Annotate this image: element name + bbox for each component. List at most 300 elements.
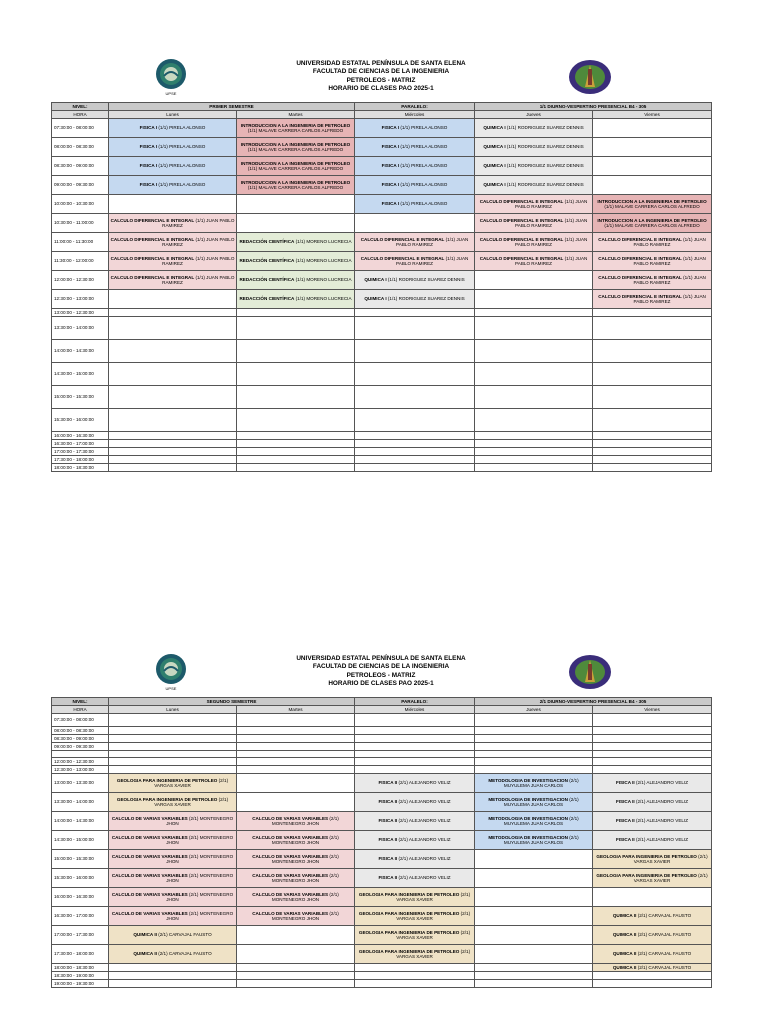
- course-detail: (1/1) RODRIGUEZ SUAREZ DENNIS: [505, 144, 584, 150]
- course-detail: (2/1) ALEJANDRO VELIZ: [634, 780, 689, 786]
- course-detail: (2/1) ALEJANDRO VELIZ: [397, 856, 451, 862]
- time-slot: 13:00:00 - 13:30:00: [52, 774, 109, 793]
- course-detail: (2/1) ALEJANDRO VELIZ: [397, 837, 451, 843]
- time-slot: 12:00:00 - 12:30:00: [52, 271, 109, 290]
- time-slot: 17:30:00 - 18:00:00: [52, 456, 109, 464]
- class-cell: [475, 340, 593, 363]
- program-name: PETROLEOS - MATRIZ: [346, 671, 416, 679]
- class-cell: [355, 758, 475, 766]
- logo-caption: UPSE: [165, 686, 177, 691]
- course-name: GEOLOGIA PARA INGENIERIA DE PETROLEO: [358, 891, 460, 897]
- course-detail: (2/1) ALEJANDRO VELIZ: [397, 875, 451, 881]
- class-cell: [593, 271, 712, 290]
- class-cell: [109, 309, 237, 317]
- class-cell: [237, 233, 355, 252]
- day-header: Miércoles: [355, 706, 475, 714]
- course-detail: (2/1) CARVAJAL FAUSTO: [636, 951, 692, 957]
- course-name: CALCULO DIFERENCIAL E INTEGRAL: [110, 274, 195, 280]
- time-slot: 07:30:00 - 08:00:00: [52, 714, 109, 727]
- class-cell: [355, 812, 475, 831]
- class-cell: [237, 964, 355, 972]
- course-name: CALCULO DE VARIAS VARIABLES: [111, 910, 188, 916]
- class-cell: [475, 432, 593, 440]
- course-detail: (2/1) MONTENEGRO JHON: [271, 891, 339, 902]
- schedule-row: [52, 252, 712, 271]
- title-row: [52, 103, 712, 111]
- course-detail: (1/1) MALAVE CARRERA CARLOS ALFREDO: [604, 223, 700, 228]
- course-detail: (1/1) JUAN PABLO RAMIREZ: [396, 255, 469, 266]
- course-name: METODOLOGIA DE INVESTIGACION: [488, 815, 568, 821]
- course-name: FISICA II: [378, 856, 398, 862]
- level-label: NIVEL:: [52, 698, 109, 706]
- time-slot: 13:00:00 - 12:30:00: [52, 309, 109, 317]
- time-slot: 18:30:00 - 19:00:00: [52, 972, 109, 980]
- class-cell: [475, 831, 593, 850]
- class-cell: [237, 157, 355, 176]
- course-name: CALCULO DE VARIAS VARIABLES: [252, 872, 329, 878]
- class-cell: [593, 766, 712, 774]
- class-cell: [109, 945, 237, 964]
- course-detail: (1/1) JUAN PABLO RAMIREZ: [633, 236, 706, 247]
- course-name: FISICA II: [615, 799, 635, 805]
- course-name: FISICA I: [381, 201, 400, 207]
- class-cell: [355, 714, 475, 727]
- class-cell: [593, 290, 712, 309]
- course-name: INTRODUCCION A LA INGENIERIA DE PETROLEO: [240, 179, 351, 185]
- course-detail: (2/1) VARGAS XAVIER: [154, 777, 229, 788]
- course-detail: (1/1) JUAN PABLO RAMIREZ: [515, 255, 588, 266]
- class-cell: [109, 195, 237, 214]
- time-slot: 08:30:00 - 09:00:00: [52, 157, 109, 176]
- class-cell: [475, 440, 593, 448]
- class-cell: [237, 195, 355, 214]
- course-name: QUIMICA II: [133, 932, 157, 938]
- class-cell: [593, 774, 712, 793]
- class-cell: [237, 386, 355, 409]
- time-slot: 14:00:00 - 14:30:00: [52, 812, 109, 831]
- class-cell: [475, 793, 593, 812]
- class-cell: [355, 907, 475, 926]
- parallel-label: PARALELO:: [355, 103, 475, 111]
- class-cell: [475, 195, 593, 214]
- time-slot: 18:00:00 - 18:30:00: [52, 964, 109, 972]
- class-cell: [593, 309, 712, 317]
- schedule-table: [51, 102, 712, 472]
- schedule-row: [52, 317, 712, 340]
- class-cell: [355, 831, 475, 850]
- class-cell: [355, 793, 475, 812]
- level-value: SEGUNDO SEMESTRE: [109, 698, 355, 706]
- course-name: CALCULO DE VARIAS VARIABLES: [111, 891, 188, 897]
- schedule-row: [52, 793, 712, 812]
- course-detail: (1/1) MORENO LUCRECIA: [294, 239, 352, 245]
- schedule-row: [52, 774, 712, 793]
- course-name: QUIMICA I: [483, 144, 506, 150]
- logo-caption: UPSE: [165, 91, 177, 96]
- class-cell: [355, 271, 475, 290]
- day-header: Lunes: [109, 111, 237, 119]
- class-cell: [475, 727, 593, 735]
- class-cell: [355, 980, 475, 988]
- class-cell: [237, 972, 355, 980]
- class-cell: [109, 432, 237, 440]
- course-detail: (2/1) MONTENEGRO JHON: [271, 853, 339, 864]
- class-cell: [109, 812, 237, 831]
- class-cell: [475, 176, 593, 195]
- class-cell: [593, 456, 712, 464]
- schedule-row: [52, 271, 712, 290]
- course-detail: (2/1) MONTENEGRO JHON: [166, 872, 234, 883]
- class-cell: [109, 714, 237, 727]
- course-name: GEOLOGIA PARA INGENIERIA DE PETROLEO: [358, 910, 460, 916]
- schedule-row: [52, 758, 712, 766]
- schedule-row: [52, 386, 712, 409]
- class-cell: [109, 409, 237, 432]
- class-cell: [593, 743, 712, 751]
- course-detail: (1/1) PIRELA ALONSO: [399, 182, 448, 188]
- course-detail: (1/1) JUAN PABLO RAMIREZ: [633, 274, 706, 285]
- class-cell: [237, 945, 355, 964]
- schedule-row: [52, 972, 712, 980]
- day-header: Lunes: [109, 706, 237, 714]
- class-cell: [355, 774, 475, 793]
- course-name: CALCULO DE VARIAS VARIABLES: [252, 910, 329, 916]
- course-detail: (2/1) MONTENEGRO JHON: [271, 910, 339, 921]
- schedule-row: [52, 214, 712, 233]
- class-cell: [475, 972, 593, 980]
- course-name: FISICA I: [381, 182, 400, 188]
- class-cell: [475, 363, 593, 386]
- time-slot: 11:00:00 - 11:30:00: [52, 233, 109, 252]
- class-cell: [593, 317, 712, 340]
- class-cell: [593, 850, 712, 869]
- schedule-row: [52, 195, 712, 214]
- schedule-row: [52, 233, 712, 252]
- class-cell: [237, 888, 355, 907]
- class-cell: [237, 869, 355, 888]
- class-cell: [237, 743, 355, 751]
- class-cell: [109, 233, 237, 252]
- class-cell: [109, 464, 237, 472]
- class-cell: [355, 766, 475, 774]
- course-name: GEOLOGIA PARA INGENIERIA DE PETROLEO: [596, 853, 697, 859]
- class-cell: [355, 850, 475, 869]
- schedule-row: [52, 980, 712, 988]
- schedule-row: [52, 850, 712, 869]
- class-cell: [475, 464, 593, 472]
- class-cell: [237, 448, 355, 456]
- class-cell: [475, 812, 593, 831]
- day-header: Martes: [237, 111, 355, 119]
- class-cell: [109, 972, 237, 980]
- course-detail: (1/1) JUAN PABLO RAMIREZ: [162, 274, 235, 285]
- course-name: REDACCIÓN CIENTÍFICA: [239, 239, 295, 245]
- class-cell: [109, 774, 237, 793]
- time-slot: 12:00:00 - 12:30:00: [52, 758, 109, 766]
- schedule-row: [52, 926, 712, 945]
- course-detail: (1/1) JUAN PABLO RAMIREZ: [633, 293, 706, 304]
- class-cell: [355, 176, 475, 195]
- time-slot: 12:30:00 - 13:00:00: [52, 290, 109, 309]
- faculty-name: FACULTAD DE CIENCIAS DE LA INGENIERIA: [312, 68, 450, 76]
- class-cell: [475, 735, 593, 743]
- time-slot: 15:30:00 - 16:00:00: [52, 869, 109, 888]
- course-name: CALCULO DIFERENCIAL E INTEGRAL: [110, 255, 195, 261]
- schedule-row: [52, 727, 712, 735]
- class-cell: [237, 409, 355, 432]
- class-cell: [355, 888, 475, 907]
- course-detail: (1/1) PIRELA ALONSO: [157, 182, 206, 188]
- day-header-row: [52, 111, 712, 119]
- class-cell: [109, 869, 237, 888]
- time-slot: 09:00:00 - 09:30:00: [52, 743, 109, 751]
- time-slot: 16:00:00 - 16:30:00: [52, 432, 109, 440]
- course-name: FISICA I: [139, 182, 158, 188]
- course-detail: (2/1) VARGAS XAVIER: [396, 929, 471, 940]
- class-cell: [593, 340, 712, 363]
- course-detail: (2/1) CARVAJAL FAUSTO: [156, 932, 212, 938]
- class-cell: [593, 758, 712, 766]
- class-cell: [109, 980, 237, 988]
- class-cell: [109, 766, 237, 774]
- class-cell: [109, 138, 237, 157]
- course-detail: (2/1) VARGAS XAVIER: [396, 910, 471, 921]
- course-name: CALCULO DIFERENCIAL E INTEGRAL: [598, 236, 682, 242]
- time-slot: 08:00:00 - 08:30:00: [52, 138, 109, 157]
- course-name: CALCULO DE VARIAS VARIABLES: [111, 815, 188, 821]
- course-name: QUIMICA I: [364, 277, 387, 283]
- class-cell: [593, 831, 712, 850]
- course-name: GEOLOGIA PARA INGENIERIA DE PETROLEO: [358, 948, 460, 954]
- class-cell: [355, 869, 475, 888]
- class-cell: [593, 119, 712, 138]
- class-cell: [237, 456, 355, 464]
- course-detail: (2/1) CARVAJAL FAUSTO: [156, 951, 212, 957]
- class-cell: [109, 290, 237, 309]
- time-slot: 08:30:00 - 09:00:00: [52, 735, 109, 743]
- course-name: CALCULO DE VARIAS VARIABLES: [252, 834, 329, 840]
- day-header: HORA: [52, 111, 109, 119]
- course-name: GEOLOGIA PARA INGENIERIA DE PETROLEO: [358, 929, 460, 935]
- time-slot: 15:00:00 - 15:30:00: [52, 386, 109, 409]
- class-cell: [109, 271, 237, 290]
- course-name: CALCULO DIFERENCIAL E INTEGRAL: [360, 236, 445, 242]
- class-cell: [355, 317, 475, 340]
- class-cell: [237, 766, 355, 774]
- parallel-label: PARALELO:: [355, 698, 475, 706]
- course-detail: (2/1) MUYULEMA JUAN CARLOS: [503, 815, 579, 826]
- schedule-title: HORARIO DE CLASES PAO 2025-1: [328, 680, 434, 688]
- course-name: GEOLOGIA PARA INGENIERIA DE PETROLEO: [596, 872, 697, 878]
- class-cell: [593, 980, 712, 988]
- class-cell: [355, 409, 475, 432]
- schedule-row: [52, 138, 712, 157]
- time-slot: 15:00:00 - 15:30:00: [52, 850, 109, 869]
- time-slot: 14:00:00 - 14:30:00: [52, 340, 109, 363]
- class-cell: [593, 972, 712, 980]
- schedule-row: [52, 464, 712, 472]
- course-name: CALCULO DIFERENCIAL E INTEGRAL: [479, 198, 564, 204]
- class-cell: [355, 464, 475, 472]
- course-detail: (2/1) MONTENEGRO JHON: [166, 834, 234, 845]
- course-name: FISICA I: [139, 144, 158, 150]
- day-header-row: [52, 706, 712, 714]
- class-cell: [475, 869, 593, 888]
- course-detail: (2/1) VARGAS XAVIER: [396, 948, 471, 959]
- class-cell: [593, 195, 712, 214]
- course-detail: (2/1) CARVAJAL FAUSTO: [636, 932, 692, 938]
- course-detail: (1/1) JUAN PABLO RAMIREZ: [162, 255, 235, 266]
- class-cell: [109, 214, 237, 233]
- course-detail: (2/1) ALEJANDRO VELIZ: [634, 837, 689, 843]
- course-name: CALCULO DIFERENCIAL E INTEGRAL: [479, 217, 564, 223]
- course-detail: (2/1) MUYULEMA JUAN CARLOS: [503, 796, 579, 807]
- class-cell: [475, 309, 593, 317]
- faculty-emblem-icon: [568, 654, 612, 690]
- course-detail: (2/1) ALEJANDRO VELIZ: [634, 818, 689, 824]
- class-cell: [237, 735, 355, 743]
- schedule-row: [52, 456, 712, 464]
- class-cell: [109, 727, 237, 735]
- day-header: Viernes: [593, 706, 712, 714]
- course-name: CALCULO DE VARIAS VARIABLES: [252, 853, 329, 859]
- schedule-row: [52, 409, 712, 432]
- course-name: METODOLOGIA DE INVESTIGACION: [488, 777, 568, 783]
- class-cell: [237, 714, 355, 727]
- class-cell: [237, 271, 355, 290]
- class-cell: [109, 340, 237, 363]
- course-detail: (1/1) MORENO LUCRECIA: [294, 277, 352, 283]
- class-cell: [475, 907, 593, 926]
- class-cell: [109, 735, 237, 743]
- course-name: QUIMICA II: [612, 964, 637, 970]
- course-detail: (1/1) PIRELA ALONSO: [399, 125, 448, 131]
- class-cell: [475, 157, 593, 176]
- class-cell: [475, 774, 593, 793]
- class-cell: [593, 714, 712, 727]
- course-detail: (1/1) MORENO LUCRECIA: [294, 258, 352, 264]
- schedule-row: [52, 907, 712, 926]
- course-name: QUIMICA I: [483, 125, 506, 131]
- course-name: INTRODUCCION A LA INGENIERIA DE PETROLEO: [597, 217, 707, 223]
- class-cell: [475, 317, 593, 340]
- class-cell: [355, 138, 475, 157]
- course-detail: (1/1) JUAN PABLO RAMIREZ: [515, 217, 588, 228]
- class-cell: [475, 138, 593, 157]
- course-detail: (1/1) MALAVE CARRERA CARLOS ALFREDO: [247, 185, 344, 190]
- course-name: FISICA II: [615, 818, 635, 824]
- course-detail: (2/1) MONTENEGRO JHON: [271, 815, 339, 826]
- course-detail: (2/1) VARGAS XAVIER: [154, 796, 229, 807]
- course-detail: (1/1) MALAVE CARRERA CARLOS ALFREDO: [604, 204, 700, 209]
- course-name: GEOLOGIA PARA INGENIERIA DE PETROLEO: [116, 777, 218, 783]
- sheet-header: [51, 60, 711, 102]
- schedule-sheet-1: [51, 60, 711, 472]
- schedule-row: [52, 119, 712, 138]
- course-detail: (2/1) CARVAJAL FAUSTO: [636, 964, 692, 970]
- time-slot: 13:30:00 - 14:00:00: [52, 317, 109, 340]
- day-header: Martes: [237, 706, 355, 714]
- schedule-row: [52, 157, 712, 176]
- course-detail: (1/1) RODRIGUEZ SUAREZ DENNIS: [386, 277, 465, 283]
- schedule-row: [52, 964, 712, 972]
- time-slot: 15:30:00 - 16:00:00: [52, 409, 109, 432]
- course-detail: (2/1) ALEJANDRO VELIZ: [397, 818, 451, 824]
- class-cell: [237, 363, 355, 386]
- class-cell: [475, 743, 593, 751]
- time-slot: 13:30:00 - 14:00:00: [52, 793, 109, 812]
- program-name: PETROLEOS - MATRIZ: [346, 76, 416, 84]
- class-cell: [593, 964, 712, 972]
- class-cell: [237, 440, 355, 448]
- class-cell: [475, 252, 593, 271]
- schedule-row: [52, 869, 712, 888]
- course-detail: (1/1) PIRELA ALONSO: [399, 163, 448, 169]
- class-cell: [593, 252, 712, 271]
- schedule-row: [52, 812, 712, 831]
- class-cell: [109, 907, 237, 926]
- class-cell: [237, 758, 355, 766]
- course-name: FISICA II: [378, 818, 398, 824]
- class-cell: [355, 964, 475, 972]
- course-detail: (1/1) JUAN PABLO RAMIREZ: [515, 236, 588, 247]
- class-cell: [593, 448, 712, 456]
- course-name: FISICA I: [381, 125, 400, 131]
- class-cell: [109, 317, 237, 340]
- course-name: CALCULO DIFERENCIAL E INTEGRAL: [479, 255, 564, 261]
- course-detail: (2/1) MUYULEMA JUAN CARLOS: [503, 777, 579, 788]
- class-cell: [237, 907, 355, 926]
- day-header: Viernes: [593, 111, 712, 119]
- course-name: CALCULO DIFERENCIAL E INTEGRAL: [360, 255, 445, 261]
- class-cell: [237, 138, 355, 157]
- course-name: CALCULO DIFERENCIAL E INTEGRAL: [598, 274, 682, 280]
- schedule-row: [52, 766, 712, 774]
- class-cell: [593, 464, 712, 472]
- time-slot: 16:30:00 - 17:00:00: [52, 440, 109, 448]
- class-cell: [593, 440, 712, 448]
- course-detail: (1/1) JUAN PABLO RAMIREZ: [396, 236, 469, 247]
- class-cell: [475, 271, 593, 290]
- course-name: INTRODUCCION A LA INGENIERIA DE PETROLEO: [240, 141, 351, 147]
- time-slot: [52, 751, 109, 758]
- class-cell: [355, 214, 475, 233]
- class-cell: [237, 317, 355, 340]
- course-name: FISICA II: [615, 837, 635, 843]
- course-detail: (1/1) MALAVE CARRERA CARLOS ALFREDO: [247, 147, 344, 152]
- schedule-row: [52, 290, 712, 309]
- course-name: CALCULO DIFERENCIAL E INTEGRAL: [598, 293, 682, 299]
- class-cell: [355, 386, 475, 409]
- time-slot: 07:30:00 - 08:00:00: [52, 119, 109, 138]
- class-cell: [355, 309, 475, 317]
- class-cell: [355, 363, 475, 386]
- time-slot: 11:30:00 - 12:00:00: [52, 252, 109, 271]
- class-cell: [475, 214, 593, 233]
- day-header: HORA: [52, 706, 109, 714]
- course-detail: (2/1) MONTENEGRO JHON: [271, 872, 339, 883]
- schedule-row: [52, 751, 712, 758]
- class-cell: [355, 945, 475, 964]
- class-cell: [593, 907, 712, 926]
- class-cell: [475, 456, 593, 464]
- course-name: QUIMICA II: [612, 951, 637, 957]
- course-detail: (2/1) VARGAS XAVIER: [396, 891, 471, 902]
- class-cell: [109, 440, 237, 448]
- schedule-row: [52, 363, 712, 386]
- course-detail: (1/1) PIRELA ALONSO: [399, 201, 448, 207]
- schedule-row: [52, 176, 712, 195]
